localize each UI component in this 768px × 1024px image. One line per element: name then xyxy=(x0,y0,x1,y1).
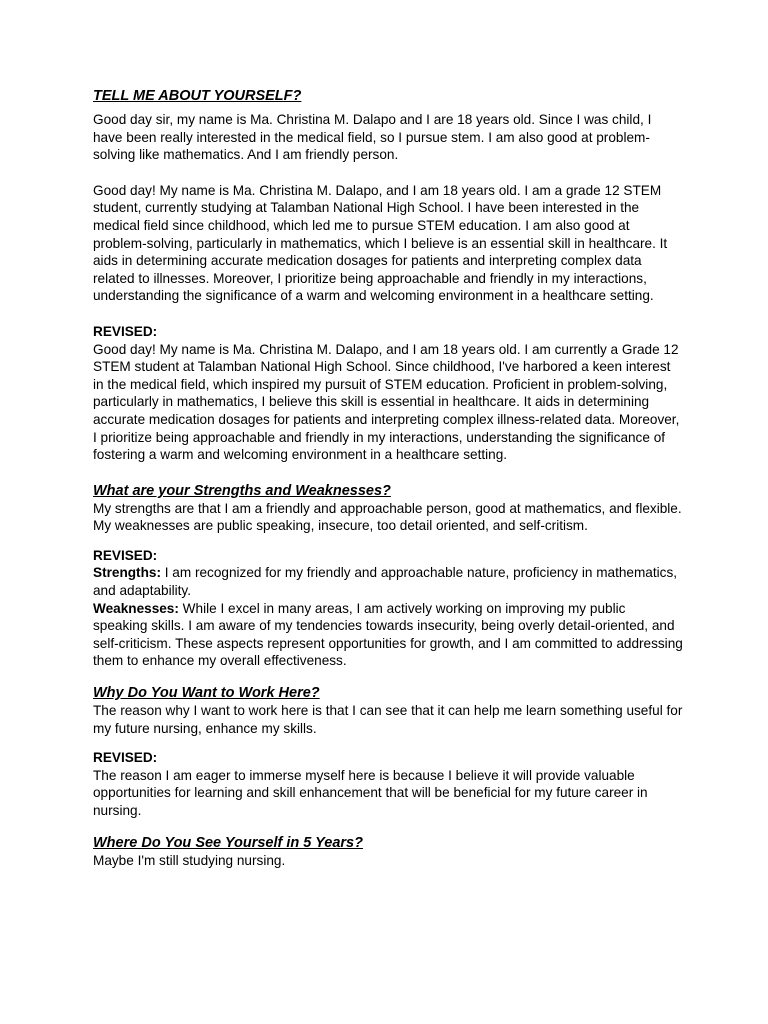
strengths-paragraph-original: My strengths are that I am a friendly and approachable person, good at mathematics, and flexible. My weaknesses are public speaking, insecure, too detail oriented, and self-critism. xyxy=(93,500,682,534)
strengths-label: Strengths: xyxy=(93,565,161,581)
intro-revised-block xyxy=(93,323,683,464)
why-revised-text: The reason I am eager to immerse myself here is because I believe it will provide valuable opportunities for learning and skill enhancement that will be beneficial for my future career in nursing. xyxy=(93,767,648,818)
strengths-line xyxy=(93,565,677,598)
heading-strengths-weaknesses: What are your Strengths and Weaknesses? xyxy=(93,482,391,499)
strengths-revised-block xyxy=(93,547,683,670)
intro-paragraph-original: Good day sir, my name is Ma. Christina M. Dalapo and I are 18 years old. Since I was child, I have been really interested in the medical field, so I pursue stem. I am also good at problem-solving like mathematics. And I am friendly person. xyxy=(93,112,652,163)
weaknesses-label: Weaknesses: xyxy=(93,600,179,616)
strengths-text: I am recognized for my friendly and approachable nature, proficiency in mathematics, and adaptability. xyxy=(93,565,678,599)
revised-label: REVISED: xyxy=(93,547,158,563)
weaknesses-text: While I excel in many areas, I am actively working on improving my public speaking skills. I am aware of my tendencies towards insecurity, being overly detail-oriented, and self-criticism. These aspects represent opportunities for growth, and I am committed to addressing them to enhance my overall effectiveness. xyxy=(93,600,683,669)
weaknesses-line xyxy=(93,601,683,669)
revised-label: REVISED: xyxy=(93,750,158,766)
heading-tell-me-about-yourself: TELL ME ABOUT YOURSELF? xyxy=(93,88,302,104)
five-years-paragraph: Maybe I'm still studying nursing. xyxy=(93,852,286,868)
intro-revised-text: Good day! My name is Ma. Christina M. Dalapo, and I am 18 years old. I am currently a Grade 12 STEM student at Talamban National High School. Since childhood, I've harbored a keen interest in the medical field, which inspired my pursuit of STEM education. Proficient in problem-solving, particularly in mathematics, I believe this skill is essential in healthcare. It aids in determining accurate medication dosages for patients and interpreting complex illness-related data. Moreover, I prioritize being approachable and friendly in my interactions, understanding the significance of fostering a warm and welcoming environment in a healthcare setting. xyxy=(93,341,680,463)
why-revised-block xyxy=(93,749,683,819)
document-page xyxy=(93,87,683,869)
revised-label: REVISED: xyxy=(93,323,158,339)
intro-paragraph-draft: Good day! My name is Ma. Christina M. Dalapo, and I am 18 years old. I am a grade 12 STEM student, currently studying at Talamban National High School. I have been interested in the medical field since childhood, which led me to pursue STEM education. I am also good at problem-solving, particularly in mathematics, which I believe is an essential skill in healthcare. It aids in determining accurate medication dosages for patients and interpreting complex data related to illnesses. Moreover, I prioritize being approachable and friendly in my interactions, understanding the significance of a warm and welcoming environment in a healthcare setting. xyxy=(93,182,668,304)
heading-why-work-here: Why Do You Want to Work Here? xyxy=(93,685,320,702)
heading-five-years: Where Do You See Yourself in 5 Years? xyxy=(93,834,363,851)
why-paragraph-original: The reason why I want to work here is that I can see that it can help me learn something useful for my future nursing, enhance my skills. xyxy=(93,703,683,736)
